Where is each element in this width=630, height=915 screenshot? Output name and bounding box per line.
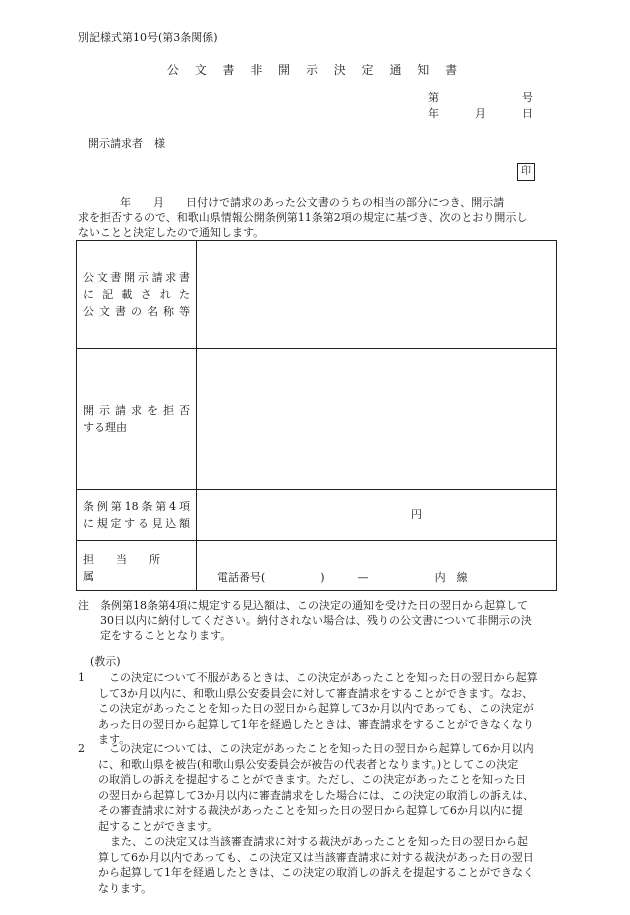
intro-paragraph: [78, 195, 558, 240]
estimated-amount-label: 条例第18条第4項 に規定する見込額: [77, 490, 197, 541]
item-line: 起することができます。: [98, 819, 219, 833]
document-title: 公 文 書 非 開 示 決 定 通 知 書: [166, 63, 464, 77]
phone-extension: 電話番号( ) — 内 線: [217, 571, 468, 585]
date-year: 年: [428, 107, 439, 120]
item-line: また、この決定又は当該審査請求に対する裁決があったことを知った日の翌日から起: [110, 835, 528, 848]
item-line: 2 この決定については、この決定があったことを知った日の翌日から起算して6か月以内: [78, 742, 534, 755]
estimated-amount-value[interactable]: 円: [197, 490, 557, 541]
item-line: その審査請求に対する裁決があったことを知った日の翌日から起算して6か月以内に提: [98, 804, 523, 817]
document-name-label: 公文書開示請求書 に 記 載 さ れ た 公 文 書 の 名 称 等: [77, 241, 197, 349]
document-number-line: [428, 90, 533, 106]
intro-line: ないことと決定したので通知します。: [78, 226, 265, 239]
item-line: から起算して1年を経過したときは、この決定の取消しの訴えを提起することができなく: [98, 866, 534, 879]
note-line: 注 条例第18条第4項に規定する見込額は、この決定の通知を受けた日の翌日から起算して: [78, 599, 528, 612]
recipient: 開示請求者 様: [88, 137, 165, 150]
seal-stamp: 印: [517, 163, 535, 181]
note-line: 定をすることとなります。: [100, 629, 232, 642]
table-row: [77, 541, 557, 591]
intro-line: 求を拒否するので、和歌山県情報公開条例第11条第2項の規定に基づき、次のとおり開示し: [78, 211, 528, 224]
item-line: して3か月以内に、和歌山県公安委員会に対して審査請求をすることができます。なお、: [98, 686, 534, 700]
instruction-heading: (教示): [90, 655, 121, 668]
number-prefix: 第: [428, 91, 439, 104]
table-row: [77, 490, 557, 541]
item-line: 算して6か月以内であっても、この決定又は当該審査請求に対する裁決があった日の翌日: [98, 850, 534, 864]
instruction-item-1: [78, 670, 558, 748]
form-label: 別記様式第10号(第3条関係): [78, 31, 218, 44]
instruction-item-2: [78, 741, 558, 896]
item-line: なります。: [98, 881, 153, 895]
document-date-line: [428, 106, 533, 122]
refusal-reason-label: 開 示 請 求 を 拒 否 する理由: [77, 349, 197, 490]
department-value[interactable]: [197, 541, 557, 591]
document-name-value[interactable]: [197, 241, 557, 349]
intro-line: 年 月 日付けで請求のあった公文書のうちの相当の部分につき、開示請: [120, 196, 505, 209]
item-line: 1 この決定について不服があるときは、この決定があったことを知った日の翌日から起算: [78, 671, 538, 684]
number-suffix: 号: [522, 91, 533, 104]
item-line: あった日の翌日から起算して1年を経過したときは、審査請求をすることができなくなり: [98, 717, 534, 731]
date-day: 日: [522, 107, 533, 120]
refusal-reason-value[interactable]: [197, 349, 557, 490]
item-line: の取消しの訴えを提起することができます。ただし、この決定があったことを知った日: [98, 773, 527, 786]
note-line: 30日以内に納付してください。納付されない場合は、残りの公文書について非開示の決: [100, 614, 532, 627]
date-month: 月: [475, 107, 486, 120]
table-row: [77, 241, 557, 349]
note-paragraph: [78, 598, 558, 643]
item-line: この決定があったことを知った日の翌日から起算して3か月以内であっても、この決定が: [98, 702, 534, 715]
department-label: 担 当 所 属: [77, 541, 197, 591]
item-line: に、和歌山県を被告(和歌山県公安委員会が被告の代表者となります。)としてこの決定: [98, 757, 519, 771]
item-line: の翌日から起算して3か月以内に審査請求をした場合には、この決定の取消しの訴えは、: [98, 788, 534, 802]
item-line: ます。: [98, 733, 131, 746]
decision-table: [76, 240, 557, 591]
table-row: [77, 349, 557, 490]
